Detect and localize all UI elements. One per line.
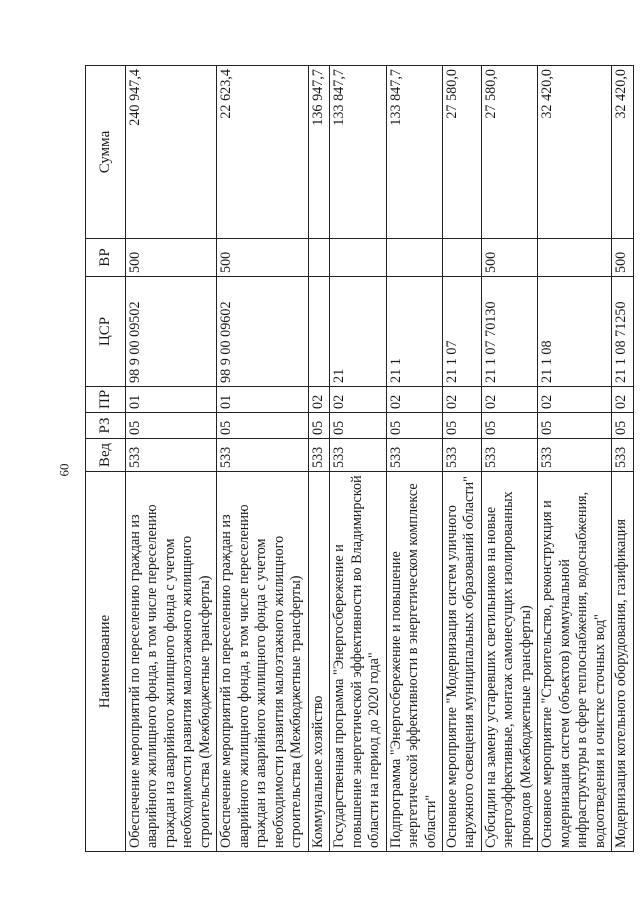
cell-name: Основное мероприятие "Модернизация систем уличного наружного освещения муниципальных образований области" — [442, 472, 481, 852]
header-csr: ЦСР — [86, 277, 126, 387]
cell-ved: 533 — [538, 439, 612, 472]
cell-rz: 05 — [308, 413, 329, 439]
cell-vr — [442, 239, 481, 277]
cell-pr: 02 — [481, 387, 537, 413]
cell-sum: 240 947,4 — [126, 66, 217, 239]
cell-csr: 98 9 00 09502 — [126, 277, 217, 387]
cell-vr — [330, 239, 386, 277]
header-sum: Сумма — [86, 66, 126, 239]
cell-name: Модернизация котельного оборудования, газификация — [612, 472, 633, 852]
table-row — [330, 66, 386, 852]
cell-name: Подпрограмма "Энергосбережение и повышение энергетической эффективности в энергетическом комплексе области" — [386, 472, 442, 852]
cell-sum: 133 847,7 — [330, 66, 386, 239]
cell-vr: 500 — [612, 239, 633, 277]
cell-sum: 32 420,0 — [538, 66, 612, 239]
cell-pr: 02 — [386, 387, 442, 413]
cell-csr: 21 1 — [386, 277, 442, 387]
cell-vr — [308, 239, 329, 277]
cell-ved: 533 — [442, 439, 481, 472]
cell-name: Обеспечение мероприятий по переселению граждан из аварийного жилищного фонда, в том числе переселению граждан из аварийного жилищного фонда с учетом необходимости развития малоэтажного жилищного строительства (Межбюджетные трансферты) — [126, 472, 217, 852]
cell-ved: 533 — [386, 439, 442, 472]
cell-sum: 32 420,0 — [612, 66, 633, 239]
header-name: Наименование — [86, 472, 126, 852]
table-row — [386, 66, 442, 852]
cell-rz: 05 — [330, 413, 386, 439]
cell-csr: 21 1 08 71250 — [612, 277, 633, 387]
table-row — [538, 66, 612, 852]
cell-vr: 500 — [126, 239, 217, 277]
table-row — [442, 66, 481, 852]
cell-pr: 02 — [308, 387, 329, 413]
cell-ved: 533 — [126, 439, 217, 472]
header-rz: РЗ — [86, 413, 126, 439]
page-number: 60 — [56, 463, 72, 477]
cell-sum: 133 847,7 — [386, 66, 442, 239]
cell-csr: 21 1 07 70130 — [481, 277, 537, 387]
cell-pr: 01 — [126, 387, 217, 413]
cell-sum: 27 580,0 — [481, 66, 537, 239]
cell-sum: 136 947,7 — [308, 66, 329, 239]
cell-sum: 27 580,0 — [442, 66, 481, 239]
cell-vr — [538, 239, 612, 277]
cell-rz: 05 — [481, 413, 537, 439]
cell-pr: 02 — [612, 387, 633, 413]
cell-vr — [386, 239, 442, 277]
cell-pr: 01 — [217, 387, 308, 413]
header-pr: ПР — [86, 387, 126, 413]
table-row — [217, 66, 308, 852]
table-row — [126, 66, 217, 852]
table-row — [481, 66, 537, 852]
cell-ved: 533 — [481, 439, 537, 472]
budget-table — [85, 65, 634, 852]
cell-rz: 05 — [126, 413, 217, 439]
cell-pr: 02 — [538, 387, 612, 413]
cell-csr: 21 — [330, 277, 386, 387]
table-header-row — [86, 66, 126, 852]
cell-name: Обеспечение мероприятий по переселению граждан из аварийного жилищного фонда, в том числе переселению граждан из аварийного жилищного фонда с учетом необходимости развития малоэтажного жилищного строительства (Межбюджетные трансферты) — [217, 472, 308, 852]
cell-csr — [308, 277, 329, 387]
cell-ved: 533 — [330, 439, 386, 472]
cell-rz: 05 — [612, 413, 633, 439]
cell-rz: 05 — [442, 413, 481, 439]
cell-csr: 21 1 08 — [538, 277, 612, 387]
cell-rz: 05 — [217, 413, 308, 439]
cell-name: Основное мероприятие "Строительство, реконструкция и модернизация систем (объектов) коммунальной инфраструктуры в сфере теплоснабжения, водоснабжения, водоотведения и очистке сточных вод" — [538, 472, 612, 852]
cell-name: Коммунальное хозяйство — [308, 472, 329, 852]
cell-name: Государственная программа "Энергосбережение и повышение энергетической эффективности во Владимирской области на период до 2020 года" — [330, 472, 386, 852]
cell-csr: 21 1 07 — [442, 277, 481, 387]
cell-pr: 02 — [442, 387, 481, 413]
cell-csr: 98 9 00 09602 — [217, 277, 308, 387]
cell-rz: 05 — [386, 413, 442, 439]
table-row — [612, 66, 633, 852]
cell-vr: 500 — [217, 239, 308, 277]
table-row — [308, 66, 329, 852]
cell-pr: 02 — [330, 387, 386, 413]
cell-ved: 533 — [308, 439, 329, 472]
cell-sum: 22 623,4 — [217, 66, 308, 239]
cell-vr: 500 — [481, 239, 537, 277]
cell-ved: 533 — [612, 439, 633, 472]
cell-rz: 05 — [538, 413, 612, 439]
cell-name: Субсидии на замену устаревших светильников на новые энергоэффективные, монтаж самонесущих изолированных проводов (Межбюджетные трансферты) — [481, 472, 537, 852]
rotated-page — [85, 66, 630, 852]
header-vr: ВР — [86, 239, 126, 277]
cell-ved: 533 — [217, 439, 308, 472]
header-ved: Вед — [86, 439, 126, 472]
